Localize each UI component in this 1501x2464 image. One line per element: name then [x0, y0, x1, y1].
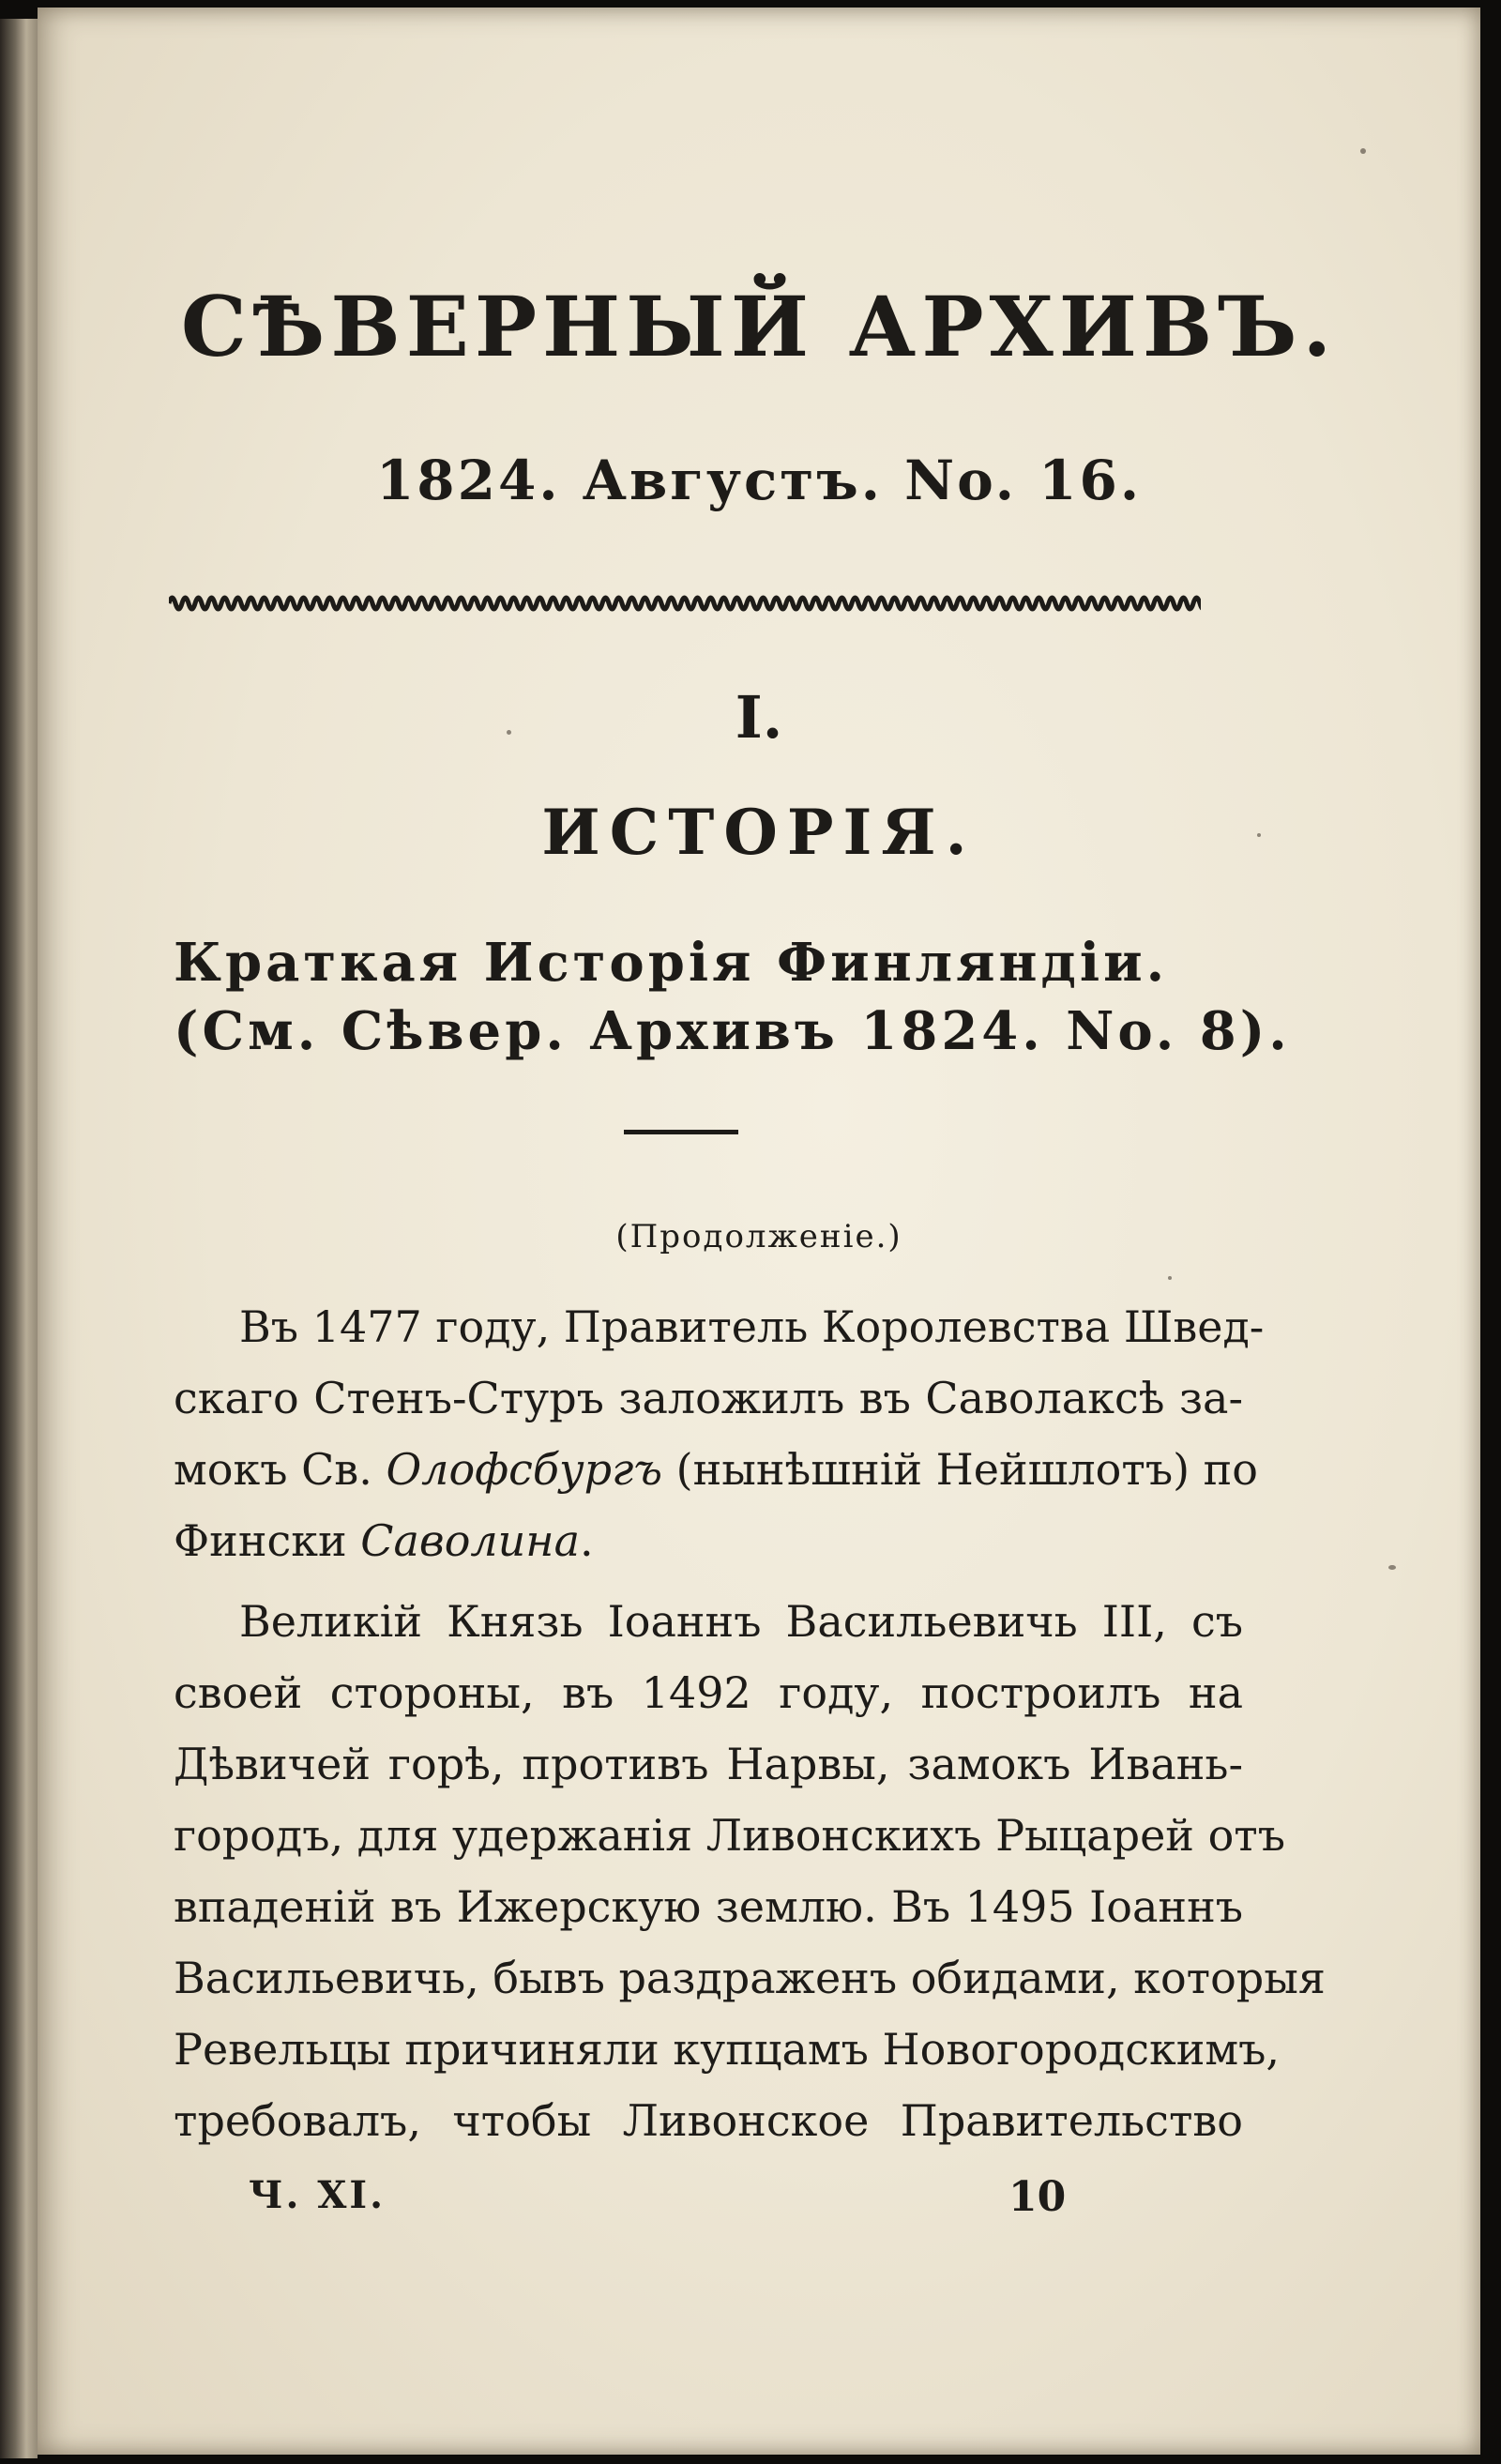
issue-line: 1824. Августъ. No. 16. — [375, 449, 1143, 512]
paper-speck — [1360, 148, 1366, 154]
paper-speck — [1257, 833, 1261, 837]
binding-edge — [0, 19, 38, 2458]
continued-note: (Продолженіе.) — [615, 1218, 902, 1255]
text-line: Ревельцы причиняли купцамъ Новогородскимъ, — [174, 2024, 1281, 2075]
text-line: требовалъ, чтобы Ливонское Правительство — [174, 2095, 1243, 2146]
paper-speck — [507, 730, 511, 735]
text-line: Васильевичь, бывъ раздраженъ обидами, которыя — [174, 1953, 1326, 2003]
text-line: своей стороны, въ 1492 году, построилъ на — [174, 1667, 1243, 1718]
book-page — [38, 8, 1480, 2455]
place-name: Саволина — [360, 1515, 581, 1566]
title-rule — [624, 1130, 738, 1134]
text-line: городъ, для удержанія Ливонскихъ Рыцарей отъ — [174, 1810, 1285, 1861]
section-number: I. — [735, 683, 783, 752]
text-line: Дѣвичей горѣ, противъ Нарвы, замокъ Ивань- — [174, 1739, 1243, 1789]
article-title-line-1: Краткая Исторія Финляндіи. — [174, 932, 1169, 994]
section-title: ИСТОРІЯ. — [541, 796, 977, 869]
page-number: 10 — [1008, 2173, 1067, 2221]
journal-masthead: СѢВЕРНЫЙ АРХИВЪ. — [180, 278, 1338, 375]
paper-speck — [1168, 1276, 1172, 1280]
text-line: впаденій въ Ижерскую землю. Въ 1495 Іоаннъ — [174, 1881, 1243, 1932]
text-line: Фински Саволина. — [174, 1515, 594, 1566]
article-title-line-2: (См. Сѣвер. Архивъ 1824. No. 8). — [174, 1000, 1291, 1062]
place-name: Олофсбургъ — [386, 1444, 663, 1495]
ornamental-divider — [169, 589, 1201, 617]
signature-mark: Ч. XI. — [249, 2173, 387, 2217]
text-line: мокъ Св. Олофсбургъ (нынѣшній Нейшлотъ) по — [174, 1444, 1259, 1495]
text-line: Великій Князь Іоаннъ Васильевичь III, съ — [239, 1596, 1243, 1647]
text-line: Въ 1477 году, Правитель Королевства Швед- — [239, 1301, 1265, 1352]
paper-speck — [1388, 1565, 1396, 1570]
text-line: скаго Стенъ-Стуръ заложилъ въ Саволаксѣ за- — [174, 1373, 1243, 1423]
